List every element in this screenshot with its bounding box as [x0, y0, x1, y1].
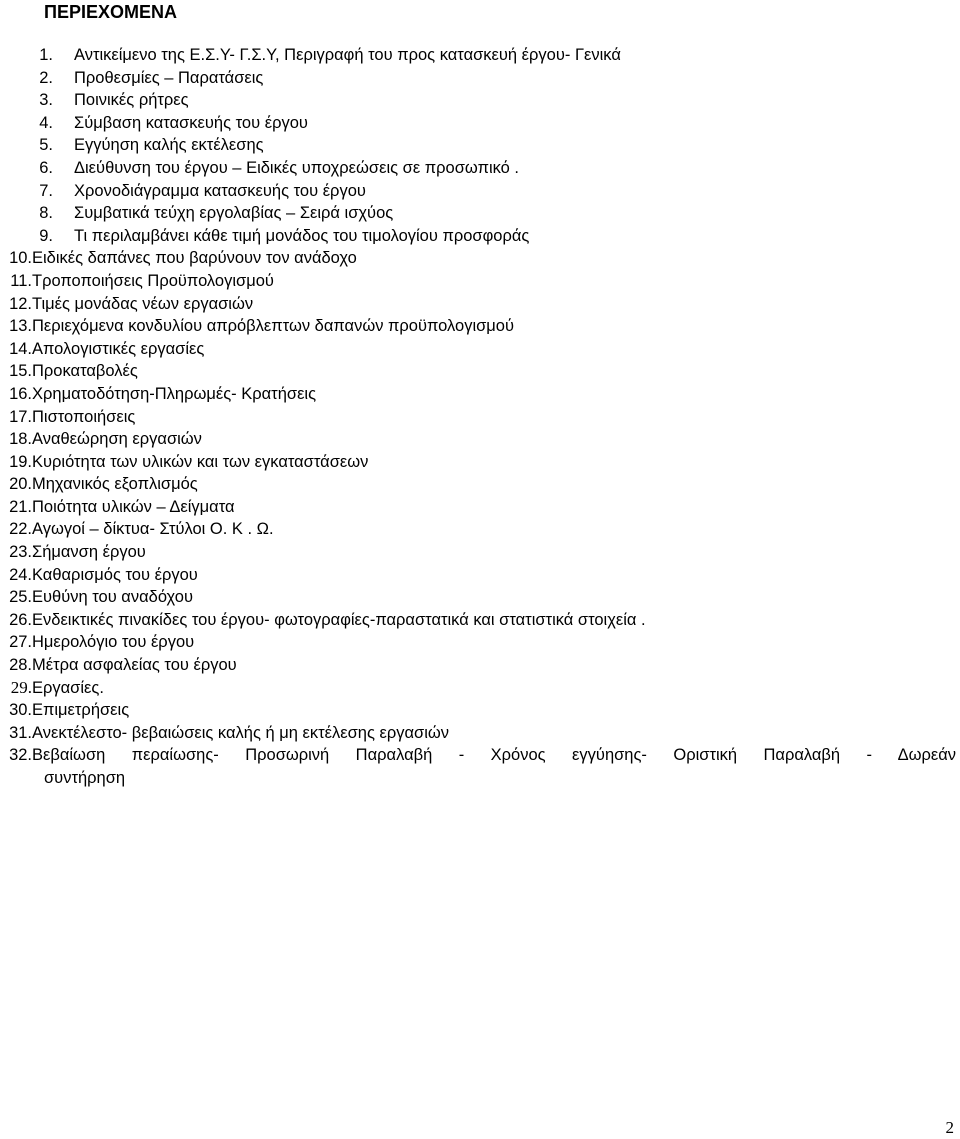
toc-item-number: 26.	[9, 610, 32, 629]
toc-item-text: Εγγύηση καλής εκτέλεσης	[74, 136, 264, 155]
toc-item-text: Προκαταβολές	[32, 362, 138, 381]
toc-item-number: 15.	[9, 362, 32, 381]
toc-item	[0, 44, 960, 67]
toc-item-number: 2.	[39, 68, 53, 87]
toc-item-text-line: Βεβαίωση περαίωσης- Προσωρινή Παραλαβή - Χρόνος εγγύησης- Οριστική Παραλαβή - Δωρεάν	[32, 746, 956, 765]
toc-item	[0, 112, 960, 135]
toc-item-number: 24.	[9, 565, 32, 584]
toc-item-text: Μέτρα ασφαλείας του έργου	[32, 656, 237, 675]
toc-item-number: 13.	[9, 317, 32, 336]
toc-item-number: 4.	[39, 113, 53, 132]
toc-item-text: Ενδεικτικές πινακίδες του έργου- φωτογραφίες-παραστατικά και στατιστικά στοιχεία .	[32, 610, 646, 629]
toc-item-text: Τιμές μονάδας νέων εργασιών	[32, 294, 254, 313]
toc-item-number: 23.	[9, 543, 32, 562]
toc-item-text: Προθεσμίες – Παρατάσεις	[74, 68, 264, 87]
toc-item-number: 21.	[9, 497, 32, 516]
toc-item	[0, 699, 960, 722]
toc-item-text: Ευθύνη του αναδόχου	[32, 588, 193, 607]
toc-item-text: Τι περιλαμβάνει κάθε τιμή μονάδος του τιμολογίου προσφοράς	[74, 226, 530, 245]
toc-item	[0, 180, 960, 203]
toc-item-text: Ημερολόγιο του έργου	[32, 633, 195, 652]
toc-item-number: 16.	[9, 384, 32, 403]
toc-item	[0, 383, 960, 406]
toc-item	[0, 293, 960, 316]
toc-item	[0, 586, 960, 609]
toc-item	[0, 451, 960, 474]
toc-item-text: Διεύθυνση του έργου – Ειδικές υποχρεώσεις σε προσωπικό .	[74, 158, 520, 177]
toc-item-number: 11.	[10, 271, 32, 290]
page-number: 2	[945, 1118, 954, 1137]
toc-item-number: 7.	[39, 181, 53, 200]
toc-item-text: Περιεχόμενα κονδυλίου απρόβλεπτων δαπανών προϋπολογισμού	[32, 317, 515, 336]
toc-item-text: Σύμβαση κατασκευής του έργου	[74, 113, 308, 132]
toc-item-number: 27.	[9, 633, 32, 652]
toc-item-text: Ποιότητα υλικών – Δείγματα	[32, 497, 235, 516]
toc-item-number: 12.	[9, 294, 32, 313]
toc-item-number: 14.	[9, 339, 32, 358]
toc-item	[0, 134, 960, 157]
toc-item-number: 32.	[9, 746, 32, 765]
toc-item-text: Σήμανση έργου	[32, 543, 146, 562]
toc-item	[0, 518, 960, 541]
toc-item-text: Ανεκτέλεστο- βεβαιώσεις καλής ή μη εκτέλεσης εργασιών	[32, 723, 450, 742]
toc-item-text: Καθαρισμός του έργου	[32, 565, 198, 584]
toc-item-text-line: συντήρηση	[44, 769, 126, 787]
toc-item-number: 17.	[9, 407, 32, 426]
toc-item-number: 9.	[39, 226, 53, 245]
toc-item	[0, 247, 960, 270]
toc-item	[0, 677, 960, 700]
toc-item	[0, 744, 960, 790]
toc-item	[0, 428, 960, 451]
toc-item	[0, 202, 960, 225]
toc-item-text: Συμβατικά τεύχη εργολαβίας – Σειρά ισχύος	[74, 204, 394, 223]
toc-item-number: 10.	[9, 249, 32, 268]
toc-item-text: Απολογιστικές εργασίες	[32, 339, 205, 358]
toc-item-text: Χρονοδιάγραμμα κατασκευής του έργου	[74, 181, 366, 200]
toc-item	[0, 338, 960, 361]
table-of-contents	[0, 44, 960, 790]
toc-item	[0, 541, 960, 564]
toc-item	[0, 225, 960, 248]
toc-item	[0, 67, 960, 90]
toc-item	[0, 406, 960, 429]
toc-item	[0, 496, 960, 519]
toc-item-text	[32, 744, 956, 789]
toc-item-number: 1.	[39, 46, 53, 64]
toc-item-text: Πιστοποιήσεις	[32, 407, 136, 426]
toc-item-number: 22.	[9, 520, 32, 539]
toc-item-number: 8.	[39, 204, 53, 223]
toc-item	[0, 473, 960, 496]
toc-item	[0, 564, 960, 587]
toc-item	[0, 157, 960, 180]
toc-item	[0, 609, 960, 632]
toc-item-number: 6.	[39, 158, 53, 177]
toc-item	[0, 270, 960, 293]
toc-item	[0, 360, 960, 383]
toc-item	[0, 722, 960, 745]
toc-item-text: Αντικείμενο της Ε.Σ.Υ- Γ.Σ.Υ, Περιγραφή του προς κατασκευή έργου- Γενικά	[74, 46, 621, 64]
toc-item	[0, 654, 960, 677]
toc-item-number: 3.	[39, 91, 53, 110]
toc-item-number: 31.	[9, 723, 32, 742]
toc-item-number: 5.	[39, 136, 53, 155]
toc-item-number: 30.	[9, 701, 32, 720]
toc-item	[0, 89, 960, 112]
toc-item-number: 29.	[10, 677, 32, 697]
toc-item-text: Μηχανικός εξοπλισμός	[32, 475, 198, 494]
toc-item-text: Επιμετρήσεις	[32, 701, 130, 720]
toc-item-text: Εργασίες.	[32, 678, 104, 697]
toc-item-text: Κυριότητα των υλικών και των εγκαταστάσεων	[32, 452, 369, 471]
toc-item-number: 25.	[9, 588, 32, 607]
toc-item-number: 19.	[9, 452, 32, 471]
toc-item-text: Χρηματοδότηση-Πληρωμές- Κρατήσεις	[32, 384, 317, 403]
toc-item-text: Αγωγοί – δίκτυα- Στύλοι Ο. Κ . Ω.	[32, 520, 274, 539]
toc-item-number: 20.	[9, 475, 32, 494]
toc-item-number: 18.	[9, 430, 32, 449]
page-title: ΠΕΡΙΕΧΟΜΕΝΑ	[44, 2, 178, 22]
toc-item-text: Ποινικές ρήτρες	[74, 91, 189, 110]
toc-item-text: Ειδικές δαπάνες που βαρύνουν τον ανάδοχο	[32, 249, 357, 268]
toc-item-text: Τροποποιήσεις Προϋπολογισμού	[32, 271, 274, 290]
toc-item	[0, 315, 960, 338]
toc-item-number: 28.	[9, 656, 32, 675]
toc-item	[0, 631, 960, 654]
toc-item-text: Αναθεώρηση εργασιών	[32, 430, 202, 449]
